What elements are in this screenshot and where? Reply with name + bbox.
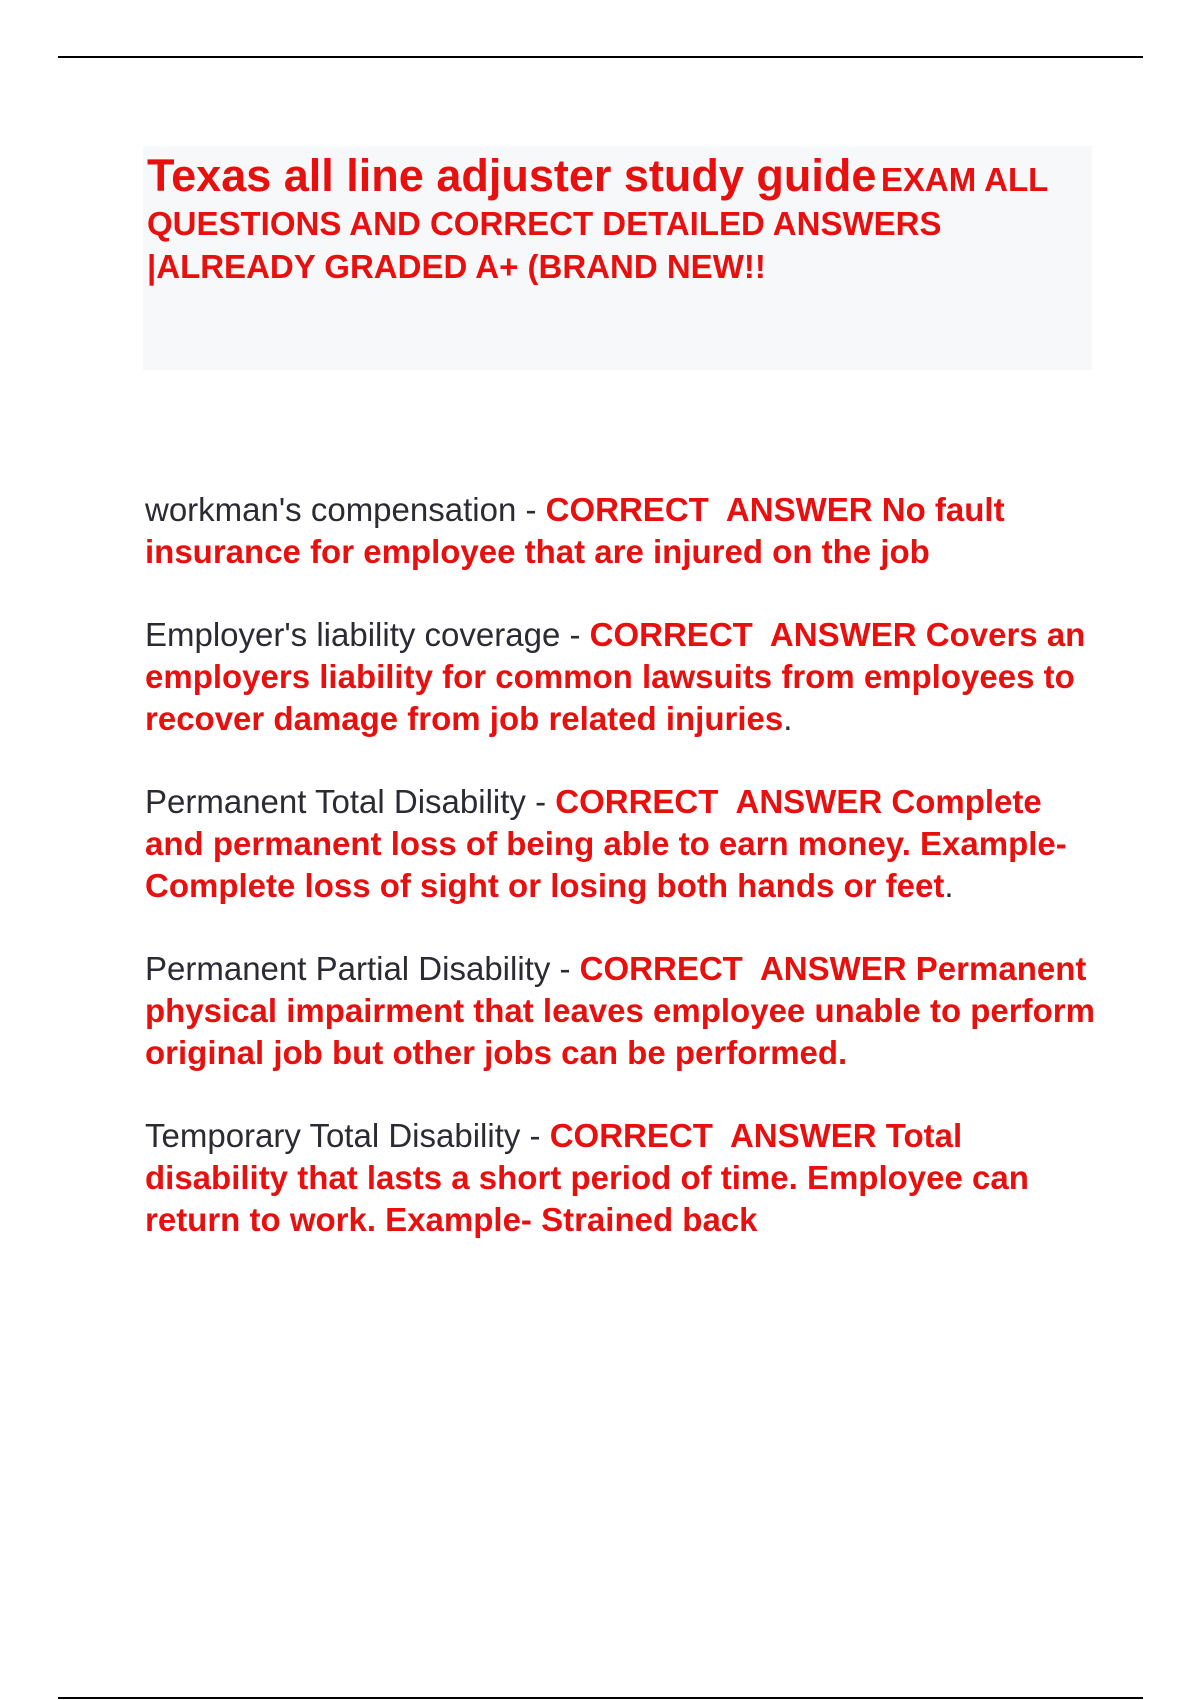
qa-answer: No fault insurance for employee that are injured on the job <box>145 491 1005 570</box>
qa-answer: Permanent physical impairment that leaves employee unable to perform original job but other jobs can be performed. <box>145 950 1095 1071</box>
bottom-divider <box>58 1697 1143 1699</box>
correct-answer-label: CORRECT ANSWER <box>579 950 907 987</box>
qa-trailing-punctuation: . <box>783 700 793 737</box>
qa-item-employers-liability <box>145 614 1105 740</box>
qa-separator: - <box>520 1117 550 1154</box>
qa-term: Permanent Total Disability <box>145 783 526 820</box>
qa-item-temporary-total-disability <box>145 1115 1105 1241</box>
qa-separator: - <box>560 616 590 653</box>
qa-separator: - <box>516 491 546 528</box>
qa-answer: Complete and permanent loss of being able to earn money. Example- Complete loss of sight or losing both hands or feet <box>145 783 1067 904</box>
qa-item-permanent-partial-disability <box>145 948 1105 1074</box>
qa-item-workmans-compensation <box>145 489 1105 573</box>
document-subtitle: EXAM ALL QUESTIONS AND CORRECT DETAILED ANSWERS |ALREADY GRADED A+ (BRAND NEW!! <box>147 161 1048 285</box>
correct-answer-label: CORRECT ANSWER <box>545 491 873 528</box>
qa-separator: - <box>550 950 580 987</box>
qa-answer: Total disability that lasts a short period of time. Employee can return to work. Example- Strained back <box>145 1117 1029 1238</box>
qa-term: Temporary Total Disability <box>145 1117 521 1154</box>
qa-trailing-punctuation: . <box>944 867 954 904</box>
correct-answer-label: CORRECT ANSWER <box>555 783 883 820</box>
correct-answer-label: CORRECT ANSWER <box>589 616 917 653</box>
correct-answer-label: CORRECT ANSWER <box>549 1117 877 1154</box>
qa-item-permanent-total-disability <box>145 781 1105 907</box>
qa-separator: - <box>525 783 556 820</box>
document-title-block <box>143 146 1092 370</box>
qa-term: Employer's liability coverage <box>145 616 561 653</box>
qa-list <box>145 489 1105 1241</box>
qa-answer: Covers an employers liability for common lawsuits from employees to recover damage from job related injuries <box>145 616 1086 737</box>
document-title: Texas all line adjuster study guide <box>147 150 877 201</box>
top-divider <box>58 56 1143 58</box>
qa-term: Permanent Partial Disability <box>145 950 551 987</box>
qa-term: workman's compensation <box>145 491 517 528</box>
